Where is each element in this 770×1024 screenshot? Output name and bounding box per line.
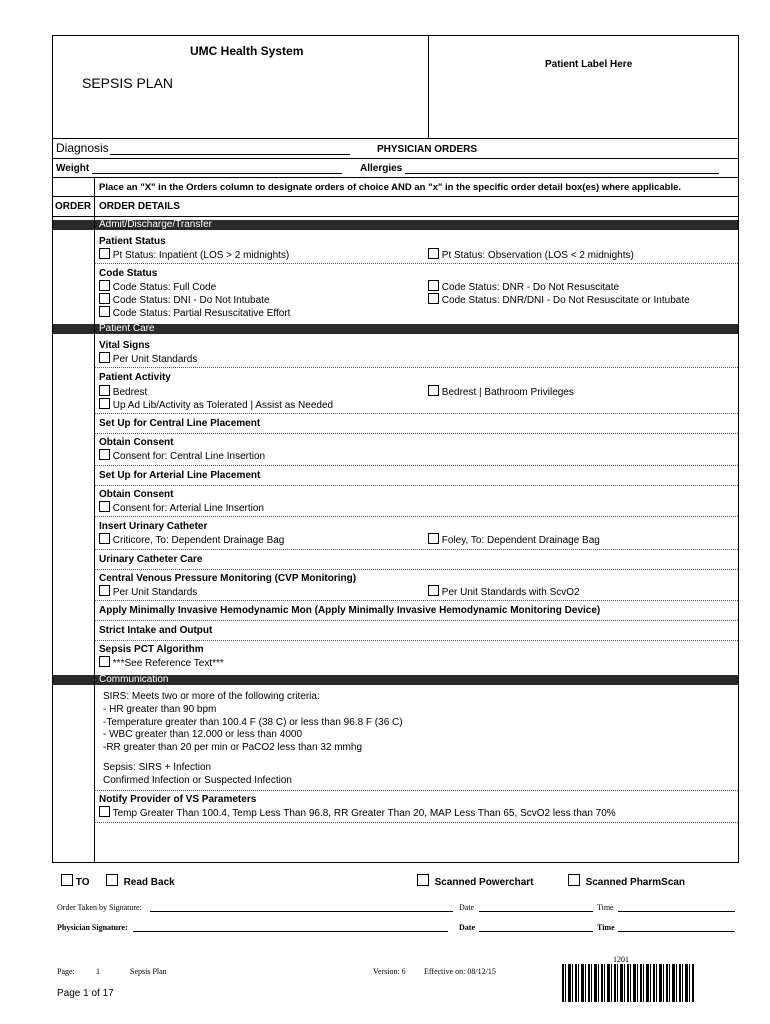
opt-label: Pt Status: Inpatient (LOS > 2 midnights) [112,250,290,261]
patient-activity-heading: Patient Activity [99,372,171,383]
time-label-2: Time [597,923,615,932]
row-divider [95,569,738,570]
section-admit [95,220,738,230]
col-order: ORDER [55,201,92,212]
to-label: TO [75,877,90,888]
opt-dnr[interactable] [428,280,619,293]
opt-dnr-dni[interactable] [428,293,690,306]
diag-bottom [52,158,739,159]
arterial-line-heading: Set Up for Arterial Line Placement [99,470,261,481]
scanned-pharmscan-checkbox[interactable] [568,874,685,888]
section-admit-label: Admit/Discharge/Transfer [99,219,212,230]
page-of-text: Page 1 of 17 [57,988,114,999]
row-divider [95,413,738,414]
row-divider [95,367,738,368]
order-cell-comm [53,675,94,685]
checkbox[interactable] [61,874,73,886]
opt-label: Per Unit Standards [112,354,198,365]
sirs-wbc: - WBC greater than 12.000 or less than 4000 [103,729,303,740]
code-status-heading: Code Status [99,268,158,279]
checkbox[interactable] [428,248,439,259]
date-label-1: Date [459,903,475,912]
urinary-cath-heading: Insert Urinary Catheter [99,521,208,532]
section-comm-label: Communication [99,674,169,685]
plan-title: SEPSIS PLAN [82,75,174,91]
opt-notify[interactable] [99,806,616,819]
header-divider [428,35,429,138]
read-back-label: Read Back [123,877,175,888]
opt-label: Up Ad Lib/Activity as Tolerated | Assist as Needed [112,400,334,411]
effective-text: Effective on: 08/12/15 [424,967,496,976]
header-bottom [52,138,739,139]
checkbox[interactable] [428,533,439,544]
diagnosis-field[interactable] [110,142,350,155]
diagnosis-label [56,141,109,155]
page-number: 1 [96,967,100,976]
checkbox[interactable] [99,385,110,396]
opt-label: Criticore, To: Dependent Drainage Bag [112,535,285,546]
colhead-bottom [52,216,739,217]
instr-bottom [52,196,739,197]
row-divider [95,600,738,601]
diagnosis-label-text: Diagnosis [56,141,109,155]
row-divider [95,263,738,264]
frame-left [52,35,53,863]
obtain-consent-2-heading: Obtain Consent [99,489,174,500]
time-field-2[interactable] [618,922,735,932]
checkbox[interactable] [99,533,110,544]
allergies-label: Allergies [360,163,403,174]
opt-foley[interactable] [428,533,600,546]
row-divider [95,790,738,791]
to-checkbox[interactable] [61,874,90,888]
opt-inpatient[interactable] [99,248,289,261]
checkbox[interactable] [428,385,439,396]
opt-consent-arterial[interactable] [99,501,264,514]
minimally-invasive-heading: Apply Minimally Invasive Hemodynamic Mon (Apply Minimally Invasive Hemodynamic Monitoring Device) [99,605,601,616]
sirs-text: SIRS: Meets two or more of the following criteria: [103,691,320,702]
physician-orders-label: PHYSICIAN ORDERS [377,144,478,155]
doc-name: Sepsis Plan [130,967,167,976]
opt-label: Consent for: Central Line Insertion [112,451,266,462]
opt-vs-per-unit[interactable] [99,352,197,365]
pct-heading: Sepsis PCT Algorithm [99,644,204,655]
date-field-2[interactable] [479,922,593,932]
central-line-heading: Set Up for Central Line Placement [99,418,261,429]
opt-label: Temp Greater Than 100.4, Temp Less Than 96.8, RR Greater Than 20, MAP Less Than 65, ScvO2 less than 70% [112,808,616,819]
opt-label: Bedrest | Bathroom Privileges [441,387,574,398]
section-care-label: Patient Care [99,323,155,334]
opt-label: Per Unit Standards [112,587,198,598]
weight-bottom [52,177,739,178]
order-col-divider [94,177,95,863]
scanned-powerchart-checkbox[interactable] [417,874,533,888]
checkbox[interactable] [568,874,580,886]
opt-see-ref[interactable] [99,656,224,669]
opt-partial[interactable] [99,306,290,319]
checkbox[interactable] [99,449,110,460]
opt-label: Code Status: DNR - Do Not Resuscitate [441,282,620,293]
frame-top [52,35,739,36]
barcode-number: 1201 [613,955,629,964]
checkbox[interactable] [99,352,110,363]
checkbox[interactable] [99,501,110,512]
sirs-temp: -Temperature greater than 100.4 F (38 C) or less than 96.8 F (36 C) [103,717,403,728]
time-field-1[interactable] [618,902,735,912]
row-divider [95,516,738,517]
sepsis-text: Sepsis: SIRS + Infection [103,762,212,773]
section-patient-care [95,324,738,334]
opt-label: Consent for: Arterial Line Insertion [112,503,264,514]
checkbox[interactable] [99,656,110,667]
checkbox[interactable] [428,280,439,291]
instruction-text: Place an "X" in the Orders column to designate orders of choice AND an "x" in the specific order detail box(es) where applicable. [99,182,682,193]
opt-bedrest[interactable] [99,385,147,398]
opt-up-ad-lib[interactable] [99,398,333,411]
opt-label: Per Unit Standards with ScvO2 [441,587,580,598]
opt-consent-central[interactable] [99,449,265,462]
opt-label: Code Status: Full Code [112,282,217,293]
weight-field[interactable] [92,162,342,174]
sirs-rr: -RR greater than 20 per min or PaCO2 less than 32 mmhg [103,742,363,753]
patient-status-heading: Patient Status [99,236,166,247]
checkbox[interactable] [99,306,110,317]
opt-cvp-per-unit[interactable] [99,585,197,598]
opt-label: ***See Reference Text*** [112,658,224,669]
time-label-1: Time [597,903,614,912]
opt-bedrest-bath[interactable] [428,385,574,398]
physician-sig-field[interactable] [133,922,448,932]
checkbox[interactable] [417,874,429,886]
opt-criticore[interactable] [99,533,284,546]
col-details: ORDER DETAILS [99,201,180,212]
scanned-powerchart-label: Scanned Powerchart [434,877,534,888]
opt-label: Foley, To: Dependent Drainage Bag [441,535,600,546]
opt-label: Code Status: Partial Resuscitative Effort [112,308,291,319]
confirmed-text: Confirmed Infection or Suspected Infection [103,775,292,786]
read-back-checkbox[interactable] [106,874,175,888]
patient-label: Patient Label Here [545,59,633,70]
checkbox[interactable] [99,280,110,291]
checkbox[interactable] [428,293,439,304]
opt-label: Pt Status: Observation (LOS < 2 midnights) [441,250,634,261]
checkbox[interactable] [99,806,110,817]
checkbox[interactable] [106,874,118,886]
row-divider [95,620,738,621]
opt-dni[interactable] [99,293,270,306]
strict-io-heading: Strict Intake and Output [99,625,213,636]
checkbox[interactable] [428,585,439,596]
checkbox[interactable] [99,398,110,409]
order-cell-care [53,324,94,334]
frame-bottom [52,862,739,863]
opt-observation[interactable] [428,248,634,261]
date-label-2: Date [459,923,475,932]
weight-label: Weight [56,163,90,174]
checkbox[interactable] [99,585,110,596]
row-divider [95,822,738,823]
sirs-hr: - HR greater than 90 bpm [103,704,217,715]
cvp-heading: Central Venous Pressure Monitoring (CVP Monitoring) [99,573,357,584]
vital-signs-heading: Vital Signs [99,340,150,351]
row-divider [95,465,738,466]
opt-label: Code Status: DNR/DNI - Do Not Resuscitate or Intubate [441,295,690,306]
section-communication [95,675,738,685]
opt-label: Code Status: DNI - Do Not Intubate [112,295,270,306]
cath-care-heading: Urinary Catheter Care [99,554,203,565]
org-name: UMC Health System [190,44,304,58]
scanned-pharmscan-label: Scanned PharmScan [585,877,686,888]
order-cell-admit [53,220,94,230]
row-divider [95,485,738,486]
obtain-consent-1-heading: Obtain Consent [99,437,174,448]
row-divider [95,549,738,550]
opt-label: Bedrest [112,387,148,398]
barcode-image [562,964,694,1002]
opt-full-code[interactable] [99,280,216,293]
row-divider [95,640,738,641]
row-divider [95,433,738,434]
date-field-1[interactable] [479,902,593,912]
opt-cvp-scvo2[interactable] [428,585,580,598]
checkbox[interactable] [99,293,110,304]
version-text: Version: 6 [373,967,406,976]
checkbox[interactable] [99,248,110,259]
physician-sig-label: Physician Signature: [57,923,128,932]
order-taken-label: Order Taken by Signature: [57,903,142,912]
page-label: Page: [57,967,75,976]
frame-right [738,35,739,863]
allergies-field[interactable] [405,162,719,174]
notify-heading: Notify Provider of VS Parameters [99,794,257,805]
order-taken-field[interactable] [150,902,453,912]
